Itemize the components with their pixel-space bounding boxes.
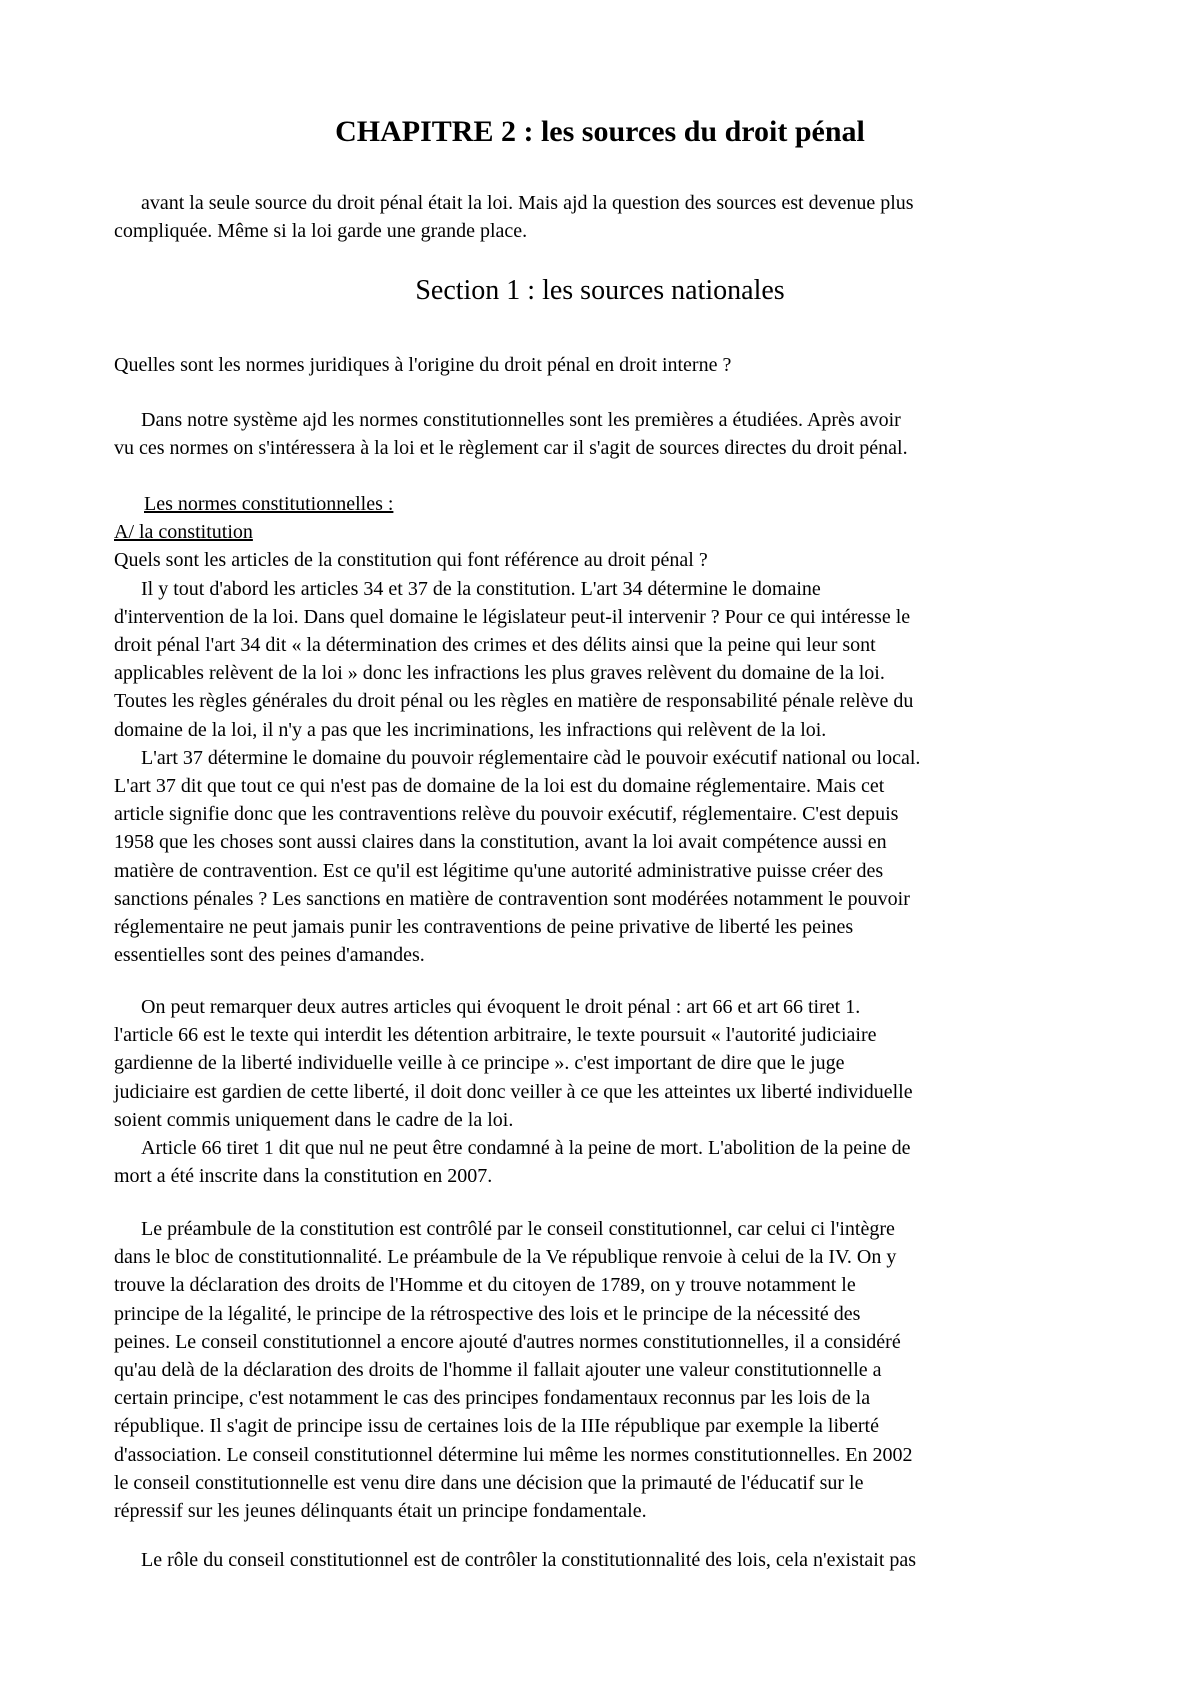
system-paragraph [114,406,1094,462]
text-line: droit pénal l'art 34 dit « la détermination des crimes et des délits ainsi que la peine qui leur sont [114,634,876,657]
chapter-title: CHAPITRE 2 : les sources du droit pénal [335,115,865,148]
role-paragraph [114,1546,1094,1574]
text-line: Le rôle du conseil constitutionnel est de contrôler la constitutionnalité des lois, cela n'existait pas [141,1549,917,1571]
text-line: Article 66 tiret 1 dit que nul ne peut être condamné à la peine de mort. L'abolition de la peine de [141,1137,911,1160]
heading-constitution [114,518,1094,546]
text-line: le conseil constitutionnelle est venu dire dans une décision que la primauté de l'éducatif sur le [114,1471,864,1494]
text-line: soient commis uniquement dans le cadre de la loi. [114,1108,514,1131]
text-line: judiciaire est gardien de cette liberté, il doit donc veiller à ce que les atteintes ux liberté individuelle [114,1080,913,1103]
text-line: Il y tout d'abord les articles 34 et 37 de la constitution. L'art 34 détermine le domaine [141,577,821,600]
text-line: d'association. Le conseil constitutionnel détermine lui même les normes constitutionnelles. En 2002 [114,1443,913,1466]
preambule-paragraph [114,1215,1094,1525]
text-line: Dans notre système ajd les normes constitutionnelles sont les premières a étudiées. Après avoir [141,409,901,431]
section-title: Section 1 : les sources nationales [415,275,785,306]
text-line: essentielles sont des peines d'amandes. [114,944,425,967]
text-line: avant la seule source du droit pénal était la loi. Mais ajd la question des sources est devenue plus [141,192,914,214]
heading-normes-constitutionnelles [114,490,1094,518]
text-line: domaine de la loi, il n'y a pas que les incriminations, les infractions qui relèvent de la loi. [114,718,827,741]
text-line: vu ces normes on s'intéressera à la loi et le règlement car il s'agit de sources directes du droit pénal. [114,437,908,460]
heading-constitution-text: A/ la constitution [114,521,253,544]
heading-normes-text: Les normes constitutionnelles : [144,493,394,515]
text-line: république. Il s'agit de principe issu de certaines lois de la IIIe république par exemple la liberté [114,1415,879,1438]
text-line: Toutes les règles générales du droit pénal ou les règles en matière de responsabilité pénale relève du [114,690,914,713]
article-66-paragraph [114,993,1094,1190]
text-line: applicables relèvent de la loi » donc les infractions les plus graves relèvent du domaine de la loi. [114,662,885,685]
question-paragraph [114,351,1094,379]
text-line: mort a été inscrite dans la constitution en 2007. [114,1165,493,1188]
text-line: d'intervention de la loi. Dans quel domaine le législateur peut-il intervenir ? Pour ce qui intéresse le [114,605,911,628]
text-line: dans le bloc de constitutionnalité. Le préambule de la Ve république renvoie à celui de la IV. On y [114,1246,897,1269]
text-line: gardienne de la liberté individuelle veille à ce principe ». c'est important de dire que le juge [114,1052,845,1075]
text-line: Quelles sont les normes juridiques à l'origine du droit pénal en droit interne ? [114,354,732,376]
text-line: réglementaire ne peut jamais punir les contraventions de peine privative de liberté les peines [114,916,854,939]
text-line: certain principe, c'est notamment le cas des principes fondamentaux reconnus par les lois de la [114,1387,871,1410]
text-line: sanctions pénales ? Les sanctions en matière de contravention sont modérées notamment le pouvoir [114,887,910,910]
text-line: 1958 que les choses sont aussi claires dans la constitution, avant la loi avait compétence aussi en [114,831,887,854]
text-line: matière de contravention. Est ce qu'il est légitime qu'une autorité administrative puisse créer des [114,859,884,882]
text-line: article signifie donc que les contraventions relève du pouvoir exécutif, réglementaire. C'est depuis [114,803,899,826]
text-line: trouve la déclaration des droits de l'Homme et du citoyen de 1789, on y trouve notamment le [114,1274,856,1297]
text-line: peines. Le conseil constitutionnel a encore ajouté d'autres normes constitutionnelles, il a considéré [114,1330,901,1353]
text-line: Quels sont les articles de la constitution qui font référence au droit pénal ? [114,549,708,572]
text-line: l'article 66 est le texte qui interdit les détention arbitraire, le texte poursuit « l'autorité judiciaire [114,1024,877,1047]
text-line: principe de la légalité, le principe de la rétrospective des lois et le principe de la nécessité des [114,1302,861,1325]
text-line: L'art 37 détermine le domaine du pouvoir réglementaire càd le pouvoir exécutif national ou local. [141,746,921,769]
text-line: qu'au delà de la déclaration des droits de l'homme il fallait ajouter une valeur constitutionnelle a [114,1359,882,1382]
text-line: Le préambule de la constitution est contrôlé par le conseil constitutionnel, car celui ci l'intègre [141,1218,895,1240]
text-line: On peut remarquer deux autres articles qui évoquent le droit pénal : art 66 et art 66 tiret 1. [141,996,861,1018]
text-line: L'art 37 dit que tout ce qui n'est pas de domaine de la loi est du domaine réglementaire. Mais cet [114,775,885,798]
text-line: répressif sur les jeunes délinquants était un principe fondamentale. [114,1500,647,1523]
text-line: compliquée. Même si la loi garde une grande place. [114,220,528,243]
intro-paragraph [114,189,1094,245]
constitution-subsection [114,490,1094,969]
